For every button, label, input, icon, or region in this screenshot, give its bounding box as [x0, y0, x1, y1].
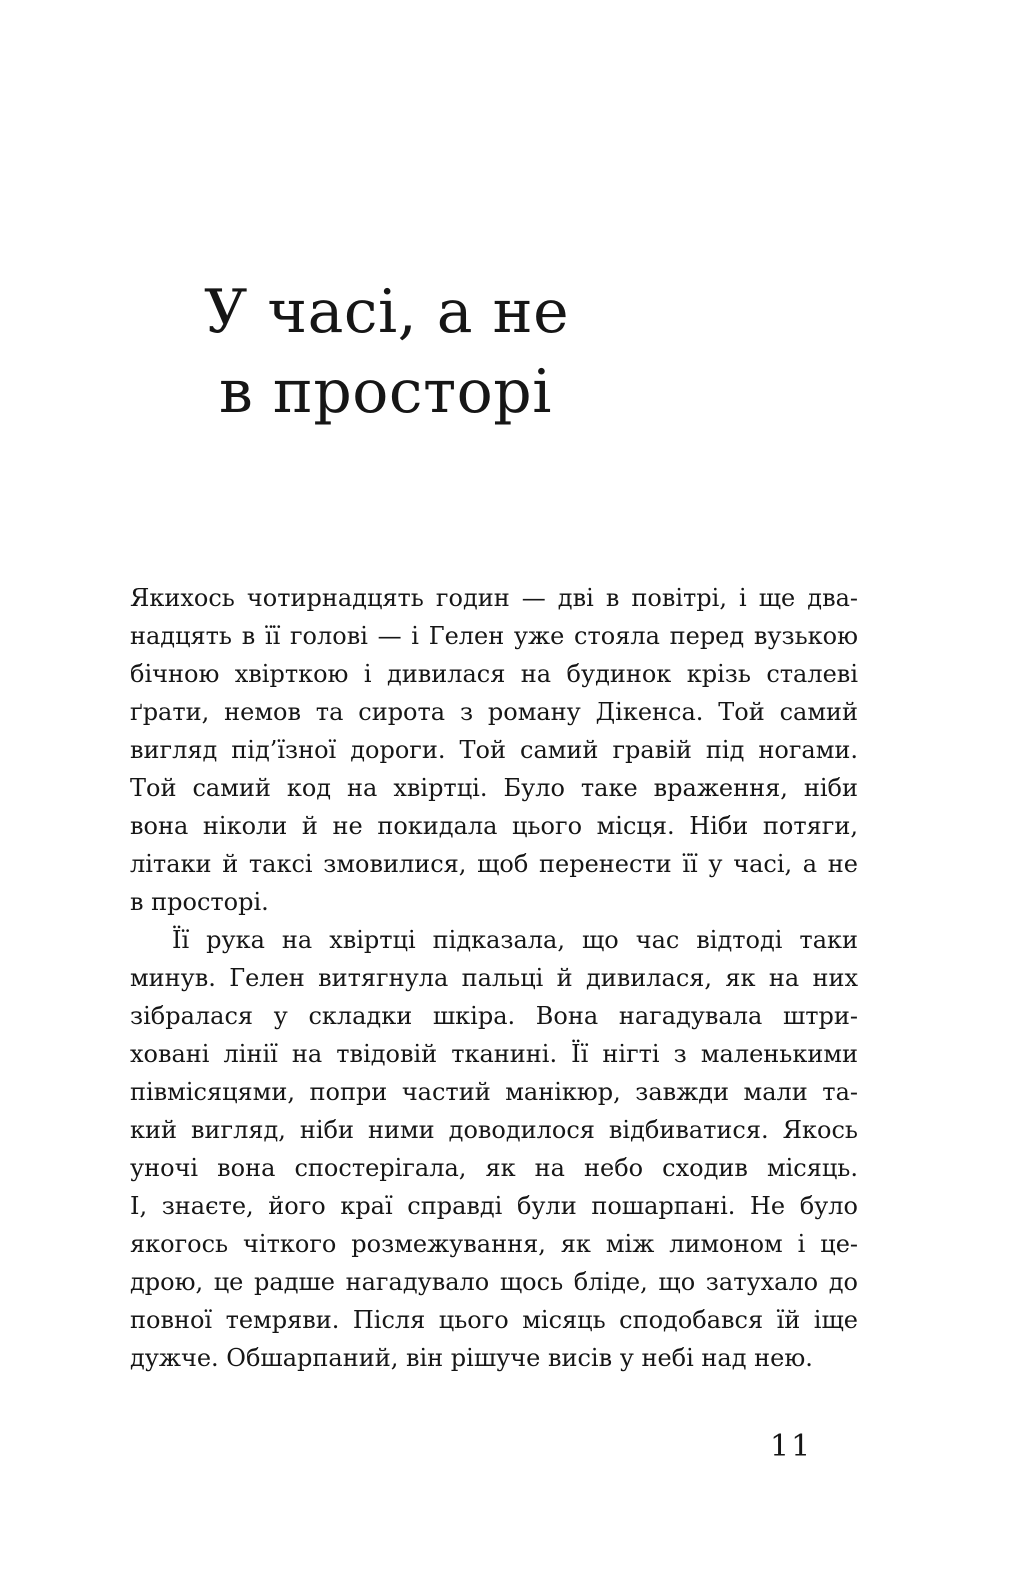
text-line: півмісяцями, попри частий манікюр, завжди мали та-: [130, 1078, 858, 1106]
text-line: дужче. Обшарпаний, він рішуче висів у небі над нею.: [130, 1344, 813, 1372]
text-line: якогось чіткого розмежування, як між лимоном і це-: [130, 1230, 858, 1258]
text-line: вона ніколи й не покидала цього місця. Ніби потяги,: [130, 812, 858, 840]
text-line: літаки й таксі змовилися, щоб перенести її у часі, а не: [130, 850, 858, 878]
text-line: зібралася у складки шкіра. Вона нагадувала штри-: [130, 1002, 858, 1030]
text-line: повної темряви. Після цього місяць сподобався їй іще: [130, 1306, 858, 1334]
text-line: Той самий код на хвіртці. Було таке враження, ніби: [130, 774, 858, 802]
paragraph: [130, 921, 858, 1377]
text-line: надцять в її голові — і Гелен уже стояла перед вузькою: [130, 622, 858, 650]
text-line: дрою, це радше нагадувало щось бліде, що затухало до: [130, 1268, 858, 1296]
page-number: 11: [770, 1429, 813, 1464]
text-line: вигляд під’їзної дороги. Той самий гравій під ногами.: [130, 736, 858, 764]
text-line: в просторі.: [130, 888, 269, 916]
text-line: ховані лінії на твідовій тканині. Її нігті з маленькими: [130, 1040, 858, 1068]
chapter-title-line-2: в просторі: [219, 357, 552, 427]
text-line: минув. Гелен витягнула пальці й дивилася, як на них: [130, 964, 858, 992]
body-text: [130, 579, 858, 1377]
text-line: Її рука на хвіртці підказала, що час відтоді таки: [172, 926, 858, 954]
chapter-title-line-1: У часі, а не: [204, 277, 570, 347]
text-line: кий вигляд, ніби ними доводилося відбиватися. Якось: [130, 1116, 858, 1144]
text-line: бічною хвірткою і дивилася на будинок крізь сталеві: [130, 660, 858, 688]
paragraph: [130, 579, 858, 921]
text-line: Якихось чотирнадцять годин — дві в повітрі, і ще два-: [130, 584, 858, 612]
chapter-title: [204, 272, 569, 432]
text-line: уночі вона спостерігала, як на небо сходив місяць.: [130, 1154, 858, 1182]
text-line: І, знаєте, його краї справді були пошарпані. Не було: [130, 1192, 858, 1220]
text-line: ґрати, немов та сирота з роману Дікенса. Той самий: [130, 698, 858, 726]
